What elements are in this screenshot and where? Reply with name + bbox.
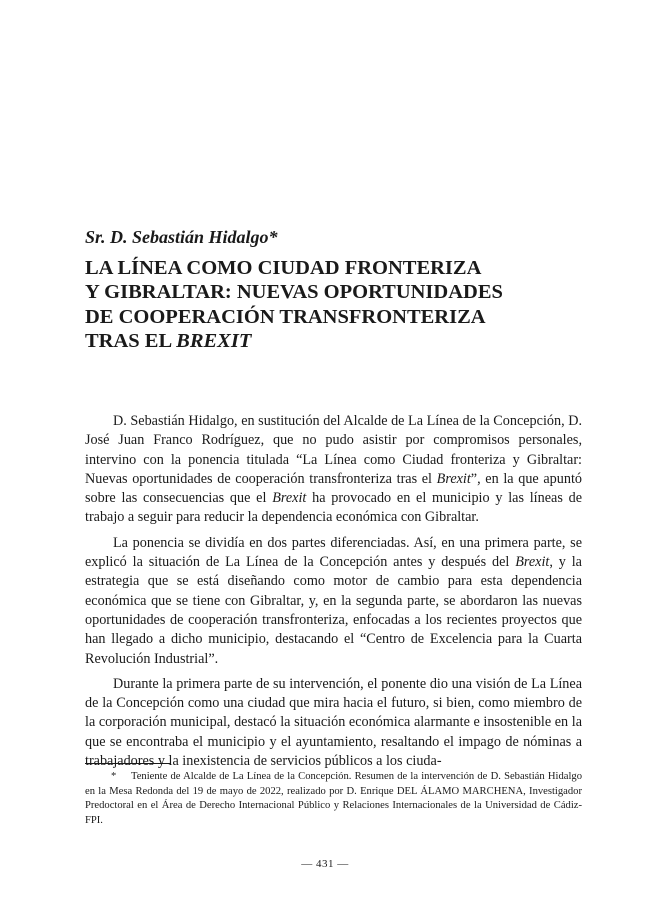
footnote: [85, 770, 582, 828]
page-number: — 431 —: [301, 858, 349, 870]
p1-italic-brexit-1: Brexit: [436, 470, 471, 487]
title-line-2: Y GIBRALTAR: NUEVAS OPORTUNIDADES: [85, 281, 503, 304]
paragraph-1: [85, 412, 582, 528]
paragraph-3: Durante la primera parte de su intervención, el ponente dio una visión de La Línea de la Concepción como una ciudad que mira hacia el futuro, si bien, como miembro de la corporación municipal, destacó la situación económica alarmante e insostenible en la que se encontraba el municipio y el ayuntamiento, resaltando el impago de nóminas a trabajadores y la inexistencia de servicios públicos a los ciuda-: [85, 675, 582, 770]
author-name: Sr. D. Sebastián Hidalgo: [85, 227, 269, 247]
title-line-4-italic: BREXIT: [176, 329, 252, 352]
footnote-marker: *: [268, 227, 278, 247]
p1-text-e: ha provocado en el municipio y las líneas de trabajo a seguir para reducir la dependencia económica con Gibraltar.: [85, 490, 582, 526]
paragraph-2: [85, 534, 582, 669]
p1-italic-brexit-2: Brexit: [272, 490, 307, 507]
article-title: [85, 256, 565, 353]
p2-text-a: La ponencia se dividía en dos partes diferenciadas. Así, en una primera parte, se explicó la situación de La Línea de la Concepción antes y después del: [85, 534, 582, 571]
footnote-divider: [85, 763, 171, 764]
p2-text-c: , y la estrategia que se está diseñando como motor de cambio para esta dependencia económica que se tiene con Gibraltar, y, en la segunda parte, se abordaron las nuevas oportunidades de cooperación transfronteriza, enfocadas a los recientes proyectos que han llegado a dicho municipio, destacando el “Centro de Excelencia para la Cuarta Revolución Industrial”.: [85, 554, 582, 667]
title-line-3: DE COOPERACIÓN TRANSFRONTERIZA: [85, 305, 486, 328]
p2-italic-brexit: Brexit: [515, 554, 550, 571]
author-line: [85, 227, 278, 248]
p1-text-c: ”, en la que apuntó sobre las consecuencias que el: [85, 470, 582, 507]
title-line-1: LA LÍNEA COMO CIUDAD FRONTERIZA: [85, 257, 482, 279]
p1-text-a: D. Sebastián Hidalgo, en sustitución del Alcalde de La Línea de la Concepción, D. José Juan Franco Rodríguez, que no pudo asistir por compromisos personales, intervino con la ponencia titulada “La Línea como Ciudad fronteriza y Gibraltar: Nuevas oportunidades de cooperación transfronteriza tras el: [85, 413, 582, 487]
title-line-4: [85, 329, 565, 353]
footnote-mark: *: [111, 771, 117, 782]
title-line-4-prefix: TRAS EL: [85, 329, 177, 352]
footnote-text: Teniente de Alcalde de La Línea de la Concepción. Resumen de la intervención de D. Sebastián Hidalgo en la Mesa Redonda del 19 de mayo de 2022, realizado por D. Enrique DEL ÁLAMO MARCHENA, Investigador Predoctoral en el Área de Derecho Internacional Público y Relaciones Internacionales de la Universidad de Cádiz-FPI.: [85, 771, 582, 826]
body-text: [85, 412, 582, 777]
